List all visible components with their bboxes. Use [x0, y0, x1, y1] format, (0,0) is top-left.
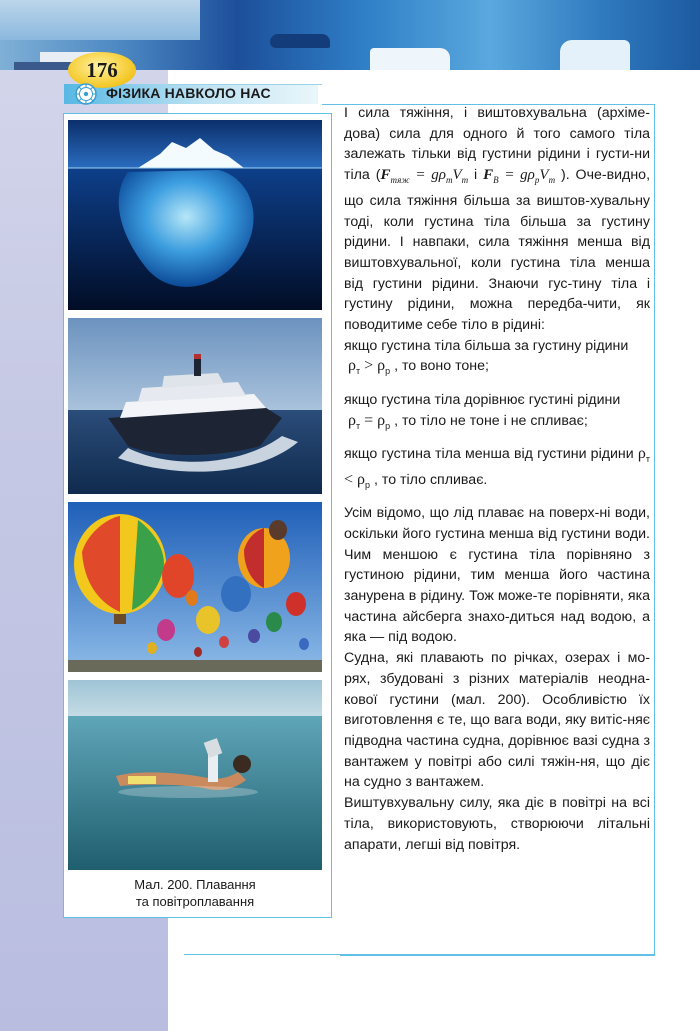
formula-buoyancy: $F_В = g\rho_рV_т$	[483, 167, 556, 186]
text-run: І сила тяжіння, і виштовхувальна (архіме-дова) сила для одного й того самого тіла залежать тільки від густини рідини і густи-ни тіла (	[344, 105, 650, 184]
banner-whale-shape	[270, 34, 330, 48]
body-text	[344, 103, 650, 855]
condition-formula: $\rho_т > \rho_р$ , то воно тоне;	[348, 357, 489, 377]
banner-ice-floe	[560, 40, 630, 70]
person-floating-photo	[68, 680, 322, 870]
banner-ice-floe	[370, 48, 450, 70]
banner-sky	[0, 0, 200, 40]
text-run: ). Оче-видно, що сила тяжіння більша за виштов-хувальну тоді, коли густина тіла більша за густину рідини. І навпаки, сила тяжіння менша від виштовхувальної, коли густина тіла менша від густини рідини. Знаючи гус-тину тіла і густину рідини, можна передба-чити, як поводитиме себе тіло в рідині:	[344, 167, 651, 334]
iceberg-photo	[68, 120, 322, 310]
paragraph-ships: Судна, які плавають по річках, озерах і мо-рях, збудовані з різних матеріалів неодна-кової густини (мал. 200). Особливістю їх виготовлення є те, що вага води, яку витіс-няє підводна частина судна, дорівнює вазі судна з вантажем у повітрі або силі тяжін-ня, що діє на судно з вантажем.	[344, 650, 650, 791]
condition-sinks	[344, 336, 650, 382]
text-run: і	[468, 167, 484, 184]
paragraph-forces	[344, 103, 650, 336]
condition-neutral	[344, 390, 650, 436]
caption-line: та повітроплавання	[135, 894, 255, 909]
footer-rule	[184, 954, 655, 955]
condition-formula: $\rho_т = \rho_р$ , то тіло не тоне і не спливає;	[348, 411, 588, 431]
text-run: якщо густина тіла більша за густину рідини	[344, 337, 629, 354]
condition-formula: $\rho_т < \rho_р$ , то тіло спливає.	[344, 445, 650, 490]
section-title: ФІЗИКА НАВКОЛО НАС	[106, 85, 271, 101]
paragraph-aircraft: Виштувхувальну силу, яка діє в повітрі на всі тіла, використовують, створюючи літальні апарати, легші від повітря.	[344, 795, 650, 853]
condition-floats	[344, 444, 650, 495]
formula-gravity: $F_{тяж} = g\rho_тV_т$	[380, 167, 469, 186]
page-number: 176	[86, 57, 118, 82]
compass-rose-icon	[74, 82, 98, 106]
text-run: якщо густина тіла менша від густини рідини	[344, 446, 634, 463]
caption-line: Мал. 200. Плавання	[134, 877, 256, 892]
paragraph-ice: Усім відомо, що лід плаває на поверх-ні води, оскільки його густина менша від густини води. Чим меншою є густина тіла порівняно з густиною рідини, тим менша його частина занурена в рідину. Тож може-те порівняти, яка частина айсберга знахо-диться над водою, а яка — під водою.	[344, 505, 650, 646]
hot-air-balloons-photo	[68, 502, 322, 672]
figure-caption	[68, 876, 322, 910]
text-run: якщо густина тіла дорівнює густині рідини	[344, 391, 621, 408]
cruise-ship-photo	[68, 318, 322, 494]
